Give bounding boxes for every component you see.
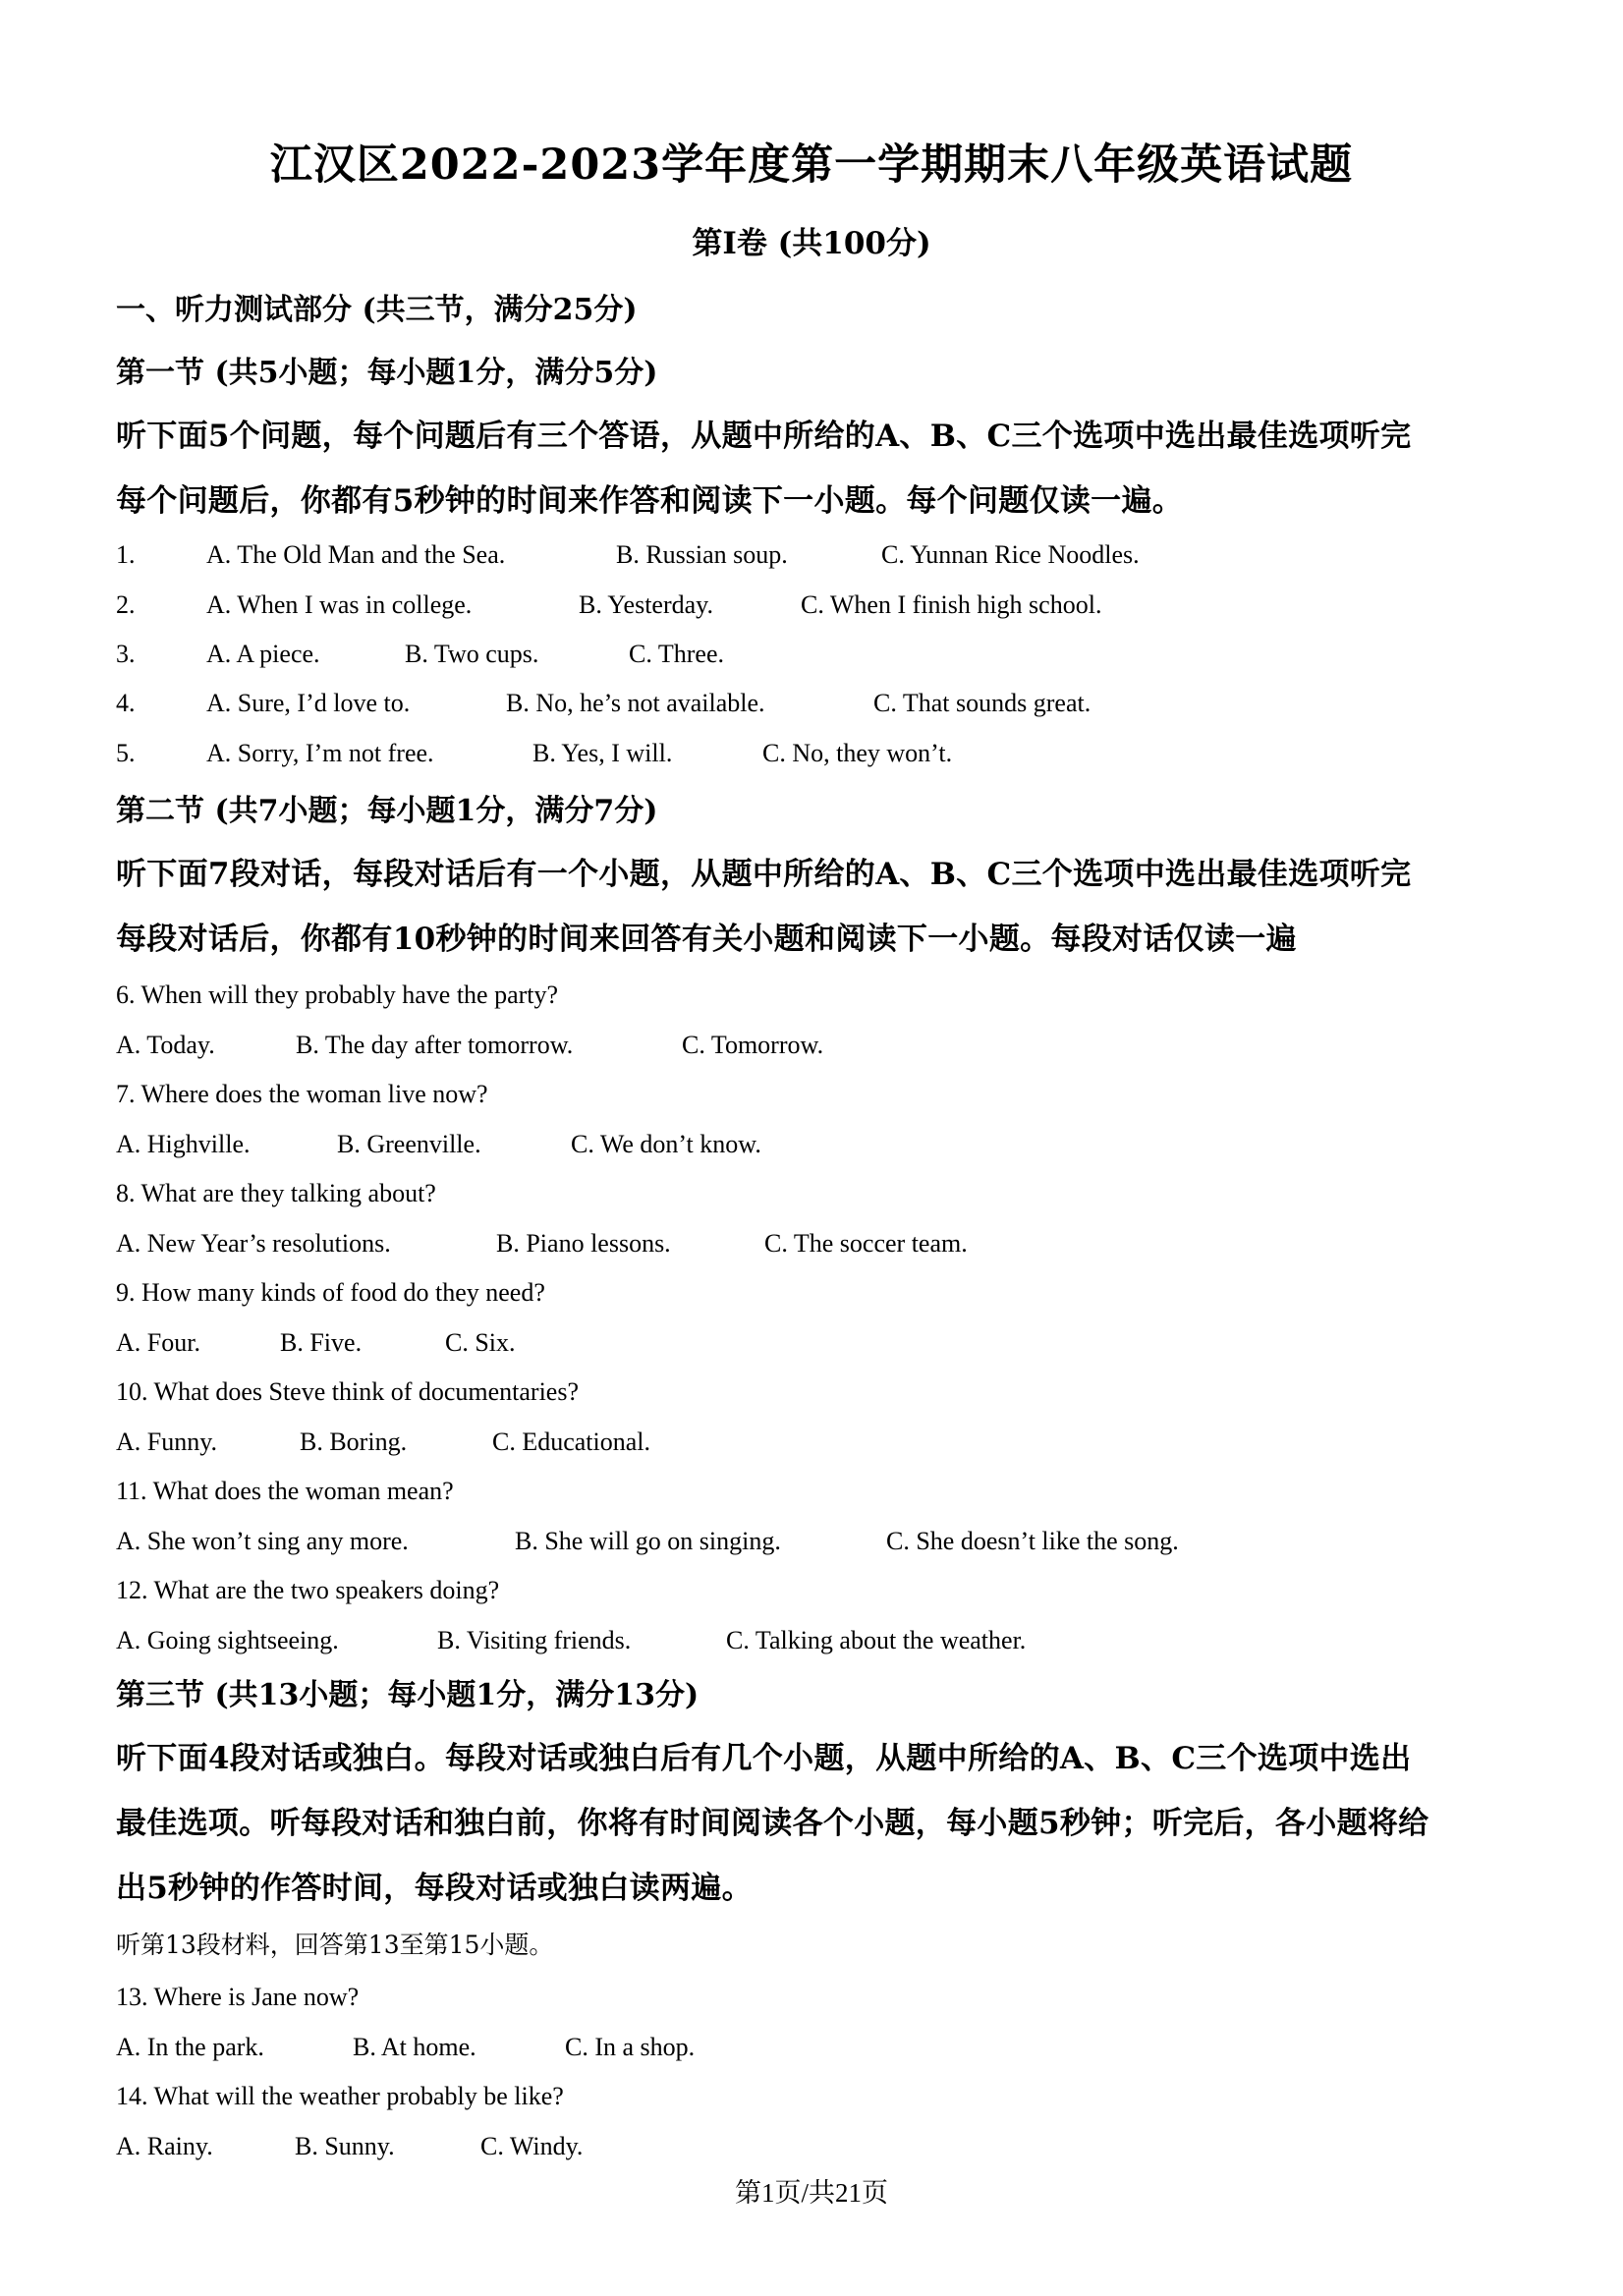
option-c: C. Tomorrow. xyxy=(682,1031,824,1059)
section1-instruction-line2: 每个问题后，你都有5秒钟的时间来作答和阅读下一小题。每个问题仅读一遍。 xyxy=(116,483,1184,519)
section3-instruction-line2: 最佳选项。听每段对话和独白前，你将有时间阅读各个小题，每小题5秒钟；听完后，各小题将给 xyxy=(116,1806,1429,1841)
option-a: A. A piece. xyxy=(206,640,320,668)
option-a: A. When I was in college. xyxy=(206,590,473,619)
material-note: 听第13段材料，回答第13至第15小题。 xyxy=(116,1931,554,1959)
item-number: 2. xyxy=(116,590,136,619)
question-text: 9. How many kinds of food do they need? xyxy=(116,1278,545,1307)
volume-heading: 第Ⅰ卷 (共100分) xyxy=(692,226,931,261)
section3-instruction-line1: 听下面4段对话或独白。每段对话或独白后有几个小题，从题中所给的A、B、C三个选项中选出 xyxy=(116,1741,1412,1776)
option-b: B. Greenville. xyxy=(337,1130,481,1158)
section1-instruction-line1: 听下面5个问题，每个问题后有三个答语，从题中所给的A、B、C三个选项中选出最佳选项听完 xyxy=(116,419,1412,454)
question-text: 8. What are they talking about? xyxy=(116,1179,436,1207)
option-a: A. Sure, I’d love to. xyxy=(206,689,411,717)
option-a: A. New Year’s resolutions. xyxy=(116,1229,391,1258)
option-b: B. Visiting friends. xyxy=(437,1626,632,1654)
question-text: 10. What does Steve think of documentaries? xyxy=(116,1377,580,1406)
option-b: B. Yesterday. xyxy=(579,590,713,619)
section3-heading: 第三节 (共13小题；每小题1分，满分13分) xyxy=(116,1678,700,1712)
option-b: B. Boring. xyxy=(300,1428,408,1456)
option-c: C. When I finish high school. xyxy=(801,590,1102,619)
option-c: C. That sounds great. xyxy=(873,689,1091,717)
option-a: A. Today. xyxy=(116,1031,215,1059)
question-text: 7. Where does the woman live now? xyxy=(116,1080,488,1108)
question-text: 14. What will the weather probably be like? xyxy=(116,2082,564,2110)
option-b: B. At home. xyxy=(353,2033,476,2061)
option-b: B. The day after tomorrow. xyxy=(296,1031,574,1059)
exam-title: 江汉区2022-2023学年度第一学期期末八年级英语试题 xyxy=(269,140,1354,190)
option-c: C. In a shop. xyxy=(565,2033,696,2061)
option-a: A. Funny. xyxy=(116,1428,218,1456)
item-number: 3. xyxy=(116,640,136,668)
option-b: B. No, he’s not available. xyxy=(506,689,765,717)
option-c: C. Windy. xyxy=(480,2132,584,2160)
option-b: B. Sunny. xyxy=(295,2132,395,2160)
option-b: B. Piano lessons. xyxy=(496,1229,671,1258)
option-a: A. Rainy. xyxy=(116,2132,213,2160)
option-a: A. Sorry, I’m not free. xyxy=(206,739,434,767)
question-text: 6. When will they probably have the party? xyxy=(116,980,559,1009)
option-b: B. Two cups. xyxy=(405,640,539,668)
option-b: B. Russian soup. xyxy=(616,540,788,569)
section3-instruction-line3: 出5秒钟的作答时间，每段对话或独白读两遍。 xyxy=(116,1871,753,1906)
part1-heading: 一、听力测试部分 (共三节，满分25分) xyxy=(116,293,638,327)
section2-instruction-line1: 听下面7段对话，每段对话后有一个小题，从题中所给的A、B、C三个选项中选出最佳选项听完 xyxy=(116,857,1412,892)
option-b: B. Five. xyxy=(280,1328,363,1357)
option-a: A. The Old Man and the Sea. xyxy=(206,540,506,569)
option-c: C. She doesn’t like the song. xyxy=(886,1527,1179,1555)
section2-instruction-line2: 每段对话后，你都有10秒钟的时间来回答有关小题和阅读下一小题。每段对话仅读一遍 xyxy=(116,922,1297,957)
section2-heading: 第二节 (共7小题；每小题1分，满分7分) xyxy=(116,794,658,828)
item-number: 4. xyxy=(116,689,136,717)
option-a: A. Highville. xyxy=(116,1130,251,1158)
option-c: C. Talking about the weather. xyxy=(726,1626,1027,1654)
option-a: A. In the park. xyxy=(116,2033,264,2061)
option-c: C. The soccer team. xyxy=(764,1229,968,1258)
question-text: 13. Where is Jane now? xyxy=(116,1983,360,2011)
question-text: 11. What does the woman mean? xyxy=(116,1477,454,1505)
option-c: C. Educational. xyxy=(492,1428,651,1456)
option-c: C. No, they won’t. xyxy=(762,739,953,767)
option-c: C. We don’t know. xyxy=(571,1130,761,1158)
option-a: A. She won’t sing any more. xyxy=(116,1527,409,1555)
section1-heading: 第一节 (共5小题；每小题1分，满分5分) xyxy=(116,356,658,390)
option-a: A. Going sightseeing. xyxy=(116,1626,339,1654)
page-number: 第1页/共21页 xyxy=(734,2178,888,2208)
option-a: A. Four. xyxy=(116,1328,200,1357)
item-number: 5. xyxy=(116,739,136,767)
option-b: B. She will go on singing. xyxy=(515,1527,781,1555)
option-b: B. Yes, I will. xyxy=(532,739,673,767)
item-number: 1. xyxy=(116,540,136,569)
option-c: C. Six. xyxy=(445,1328,516,1357)
question-text: 12. What are the two speakers doing? xyxy=(116,1576,500,1604)
option-c: C. Three. xyxy=(629,640,724,668)
option-c: C. Yunnan Rice Noodles. xyxy=(881,540,1140,569)
